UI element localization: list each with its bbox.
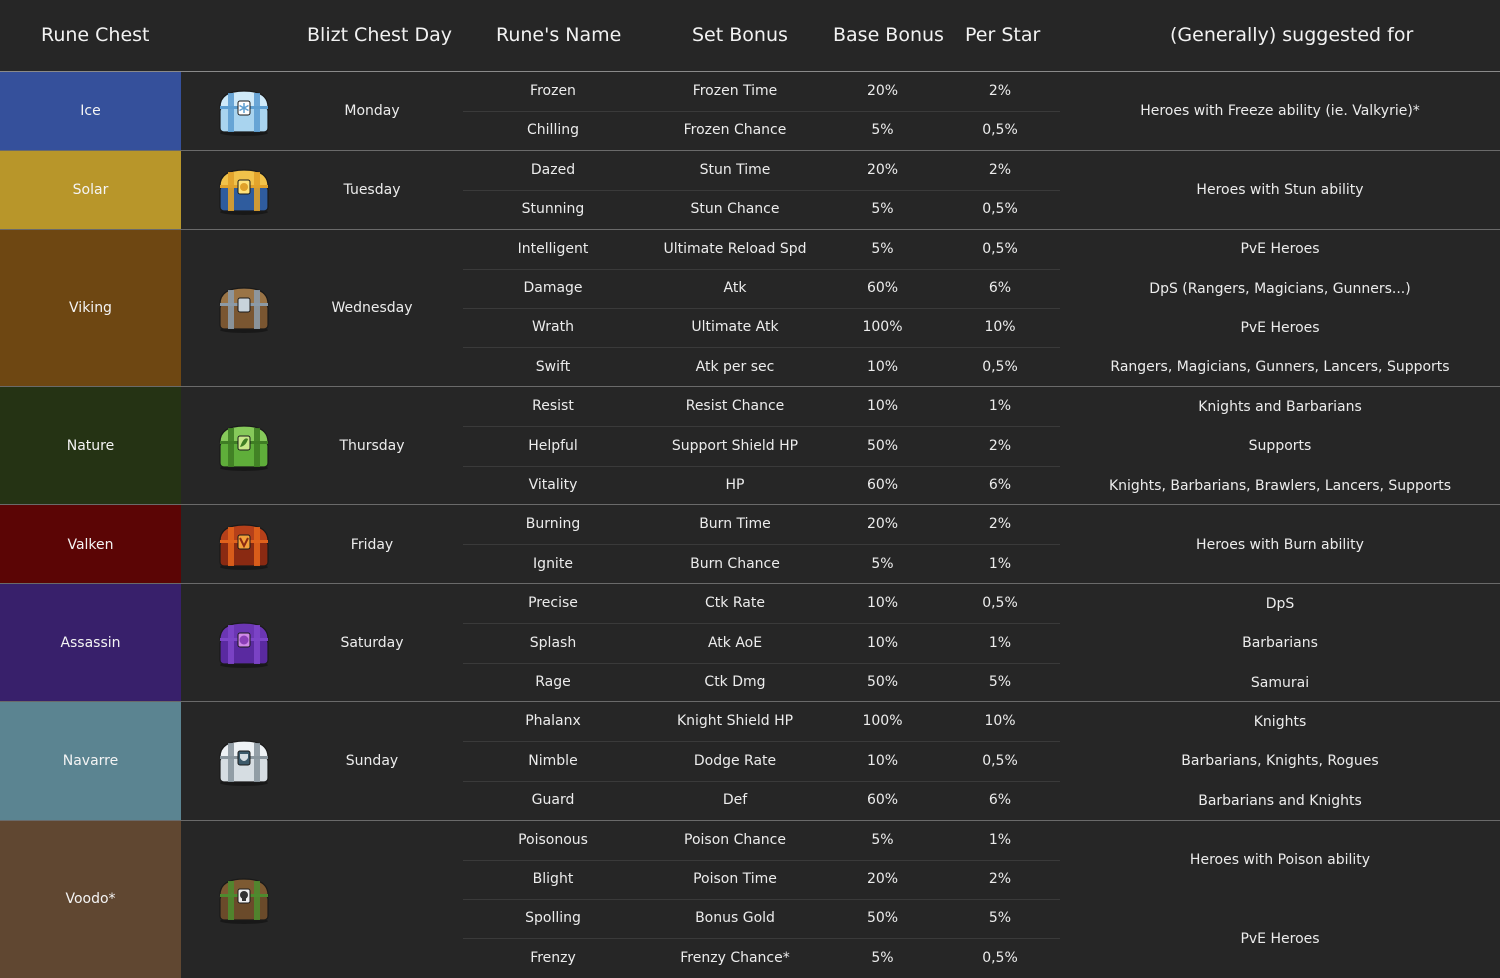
base-bonus-cell: 10% [866, 595, 899, 612]
table-row [463, 151, 1060, 191]
chest-day-label: Monday [344, 103, 400, 120]
chest-group [0, 821, 1500, 978]
navarre-chest-icon [214, 735, 274, 787]
table-row [463, 387, 1060, 427]
suggestion-label: Heroes with Poison ability [1189, 851, 1371, 868]
rune-name-cell: Guard [531, 792, 575, 809]
chest-type-cell [0, 702, 181, 820]
header-set-bonus: Set Bonus [692, 24, 788, 46]
suggestion-cell [1060, 584, 1500, 623]
set-bonus-cell: Frozen Time [692, 83, 778, 99]
nature-chest-icon [214, 420, 274, 472]
rune-name-cell: Nimble [528, 752, 578, 769]
solar-chest-icon [214, 164, 274, 216]
table-row [463, 427, 1060, 467]
rune-name-cell: Poisonous [518, 831, 588, 848]
chest-day-label: Sunday [345, 753, 399, 770]
per-star-cell: 2% [988, 437, 1012, 454]
suggestion-label: Samurai [1250, 674, 1310, 691]
chest-day-label: Saturday [340, 635, 404, 652]
suggestion-label: Barbarians and Knights [1198, 792, 1362, 809]
set-bonus-cell: Ctk Dmg [704, 673, 766, 690]
table-row [463, 230, 1060, 270]
chest-type-cell [0, 505, 181, 584]
suggestion-cell [1060, 781, 1500, 820]
chest-day-cell [307, 230, 437, 388]
chest-group [0, 387, 1500, 505]
set-bonus-cell: Def [722, 792, 748, 809]
chest-type-label: Valken [67, 536, 114, 553]
set-bonus-cell: Stun Time [699, 161, 771, 178]
table-row [463, 781, 1060, 820]
set-bonus-cell: Atk per sec [695, 358, 775, 375]
chest-day-cell [307, 387, 437, 505]
rune-name-cell: Stunning [521, 201, 585, 218]
per-star-cell: 0,5% [982, 752, 1018, 769]
suggestion-label: DpS [1265, 595, 1295, 612]
suggestion-label: Knights, Barbarians, Brawlers, Lancers, Supports [1108, 477, 1452, 494]
chest-icon-cell [181, 151, 307, 230]
base-bonus-cell: 20% [866, 516, 899, 533]
table-row [463, 111, 1060, 150]
chest-day-label: Wednesday [331, 300, 413, 317]
chest-type-cell [0, 72, 181, 151]
set-bonus-cell: Atk AoE [707, 634, 763, 651]
rune-name-cell: Chilling [527, 122, 579, 139]
per-star-cell: 0,5% [982, 358, 1018, 375]
suggestion-label: Barbarians, Knights, Rogues [1181, 753, 1379, 770]
rune-name-cell: Blight [532, 870, 574, 887]
set-bonus-cell: Ctk Rate [705, 595, 765, 612]
ice-chest-icon [214, 85, 274, 137]
per-star-cell: 10% [984, 319, 1016, 336]
rune-name-cell: Spolling [525, 910, 581, 927]
per-star-cell: 0,5% [982, 949, 1018, 966]
chest-day-label: Thursday [339, 438, 405, 455]
per-star-cell: 0,5% [982, 240, 1018, 257]
rune-name-cell: Helpful [528, 437, 578, 454]
chest-group [0, 72, 1500, 151]
suggestion-label: DpS (Rangers, Magicians, Gunners...) [1149, 280, 1411, 297]
base-bonus-cell: 100% [862, 713, 903, 730]
set-bonus-cell: Burn Chance [690, 555, 780, 572]
table-row [463, 702, 1060, 742]
chest-type-cell [0, 584, 181, 702]
chest-day-cell [307, 702, 437, 820]
header-base-bonus: Base Bonus [833, 24, 944, 46]
chest-type-cell [0, 151, 181, 230]
table-row [463, 308, 1060, 348]
table-row [463, 545, 1060, 584]
per-star-cell: 1% [988, 634, 1012, 651]
per-star-cell: 5% [988, 673, 1012, 690]
chest-type-label: Nature [66, 438, 115, 455]
base-bonus-cell: 20% [866, 83, 899, 99]
chest-type-label: Assassin [60, 635, 121, 652]
base-bonus-cell: 10% [866, 358, 899, 375]
suggestion-label: PvE Heroes [1240, 320, 1320, 337]
suggestion-cell [1060, 663, 1500, 702]
per-star-cell: 1% [988, 398, 1012, 415]
set-bonus-cell: Support Shield HP [671, 437, 799, 454]
chest-icon-cell [181, 702, 307, 820]
chest-icon-cell [181, 584, 307, 702]
set-bonus-cell: Poison Time [693, 870, 777, 887]
suggestion-cell [1060, 230, 1500, 269]
per-star-cell: 0,5% [982, 122, 1018, 139]
set-bonus-cell: Ultimate Reload Spd [663, 240, 807, 257]
suggestion-label: Barbarians [1242, 635, 1318, 652]
chest-day-cell [307, 821, 437, 978]
base-bonus-cell: 10% [866, 398, 899, 415]
suggestion-cell [1060, 308, 1500, 347]
chest-group [0, 505, 1500, 584]
rune-name-cell: Damage [523, 279, 583, 296]
base-bonus-cell: 5% [871, 555, 894, 572]
chest-type-label: Voodo* [65, 891, 116, 908]
base-bonus-cell: 50% [866, 673, 899, 690]
rune-name-cell: Resist [532, 398, 574, 415]
voodo-chest-icon [214, 873, 274, 925]
per-star-cell: 6% [988, 279, 1012, 296]
chest-day-label: Friday [350, 536, 394, 553]
suggestion-label: Heroes with Burn ability [1196, 536, 1364, 553]
table-row [463, 190, 1060, 229]
base-bonus-cell: 5% [871, 240, 894, 257]
per-star-cell: 5% [988, 910, 1012, 927]
per-star-cell: 2% [988, 83, 1012, 99]
table-row [463, 269, 1060, 309]
chest-icon-cell [181, 505, 307, 584]
base-bonus-cell: 60% [866, 279, 899, 296]
header-suggested: (Generally) suggested for [1170, 24, 1414, 46]
rune-name-cell: Wrath [532, 319, 574, 336]
rune-name-cell: Rage [535, 673, 571, 690]
chest-type-cell [0, 230, 181, 388]
base-bonus-cell: 60% [866, 476, 899, 493]
suggestion-label: Supports [1248, 438, 1312, 455]
per-star-cell: 1% [988, 831, 1012, 848]
chest-icon-cell [181, 72, 307, 151]
chest-type-label: Navarre [62, 753, 119, 770]
chest-type-label: Solar [72, 182, 109, 199]
suggestion-cell [1060, 348, 1500, 387]
valken-chest-icon [214, 519, 274, 571]
suggestion-cell [1060, 505, 1500, 584]
rune-name-cell: Swift [535, 358, 571, 375]
table-row [463, 860, 1060, 900]
suggestion-cell [1060, 151, 1500, 230]
table-row [463, 624, 1060, 664]
table-row [463, 72, 1060, 112]
per-star-cell: 0,5% [982, 595, 1018, 612]
chest-group [0, 702, 1500, 820]
rune-name-cell: Splash [529, 634, 577, 651]
table-row [463, 663, 1060, 702]
chest-group [0, 230, 1500, 388]
table-row [463, 505, 1060, 545]
chest-icon-cell [181, 230, 307, 388]
suggestion-label: PvE Heroes [1240, 930, 1320, 947]
table-row [463, 584, 1060, 624]
header-per-star: Per Star [965, 24, 1041, 46]
chest-group [0, 151, 1500, 230]
viking-chest-icon [214, 282, 274, 334]
chest-type-label: Ice [80, 103, 101, 120]
suggestion-cell [1060, 427, 1500, 466]
set-bonus-cell: Frozen Chance [683, 122, 787, 139]
base-bonus-cell: 5% [871, 831, 894, 848]
chest-group [0, 584, 1500, 702]
set-bonus-cell: Burn Time [699, 516, 771, 533]
table-row [463, 821, 1060, 861]
base-bonus-cell: 5% [871, 122, 894, 139]
chest-type-label: Viking [69, 300, 112, 317]
set-bonus-cell: Dodge Rate [693, 752, 777, 769]
set-bonus-cell: Frenzy Chance* [680, 949, 790, 966]
set-bonus-cell: Stun Chance [690, 201, 780, 218]
chest-day-cell [307, 584, 437, 702]
set-bonus-cell: Atk [723, 279, 747, 296]
rune-name-cell: Precise [528, 595, 578, 612]
suggestion-label: Heroes with Stun ability [1196, 182, 1364, 199]
table-row [463, 466, 1060, 505]
set-bonus-cell: Resist Chance [685, 398, 785, 415]
rune-name-cell: Frozen [530, 83, 576, 99]
suggestion-cell [1060, 702, 1500, 741]
header-rune-chest: Rune Chest [41, 24, 150, 46]
rune-name-cell: Dazed [530, 161, 576, 178]
rune-name-cell: Phalanx [525, 713, 581, 730]
per-star-cell: 2% [988, 161, 1012, 178]
base-bonus-cell: 5% [871, 949, 894, 966]
rune-name-cell: Frenzy [530, 949, 576, 966]
base-bonus-cell: 20% [866, 870, 899, 887]
per-star-cell: 0,5% [982, 201, 1018, 218]
set-bonus-cell: HP [725, 476, 745, 493]
suggestion-cell [1060, 387, 1500, 426]
per-star-cell: 6% [988, 792, 1012, 809]
per-star-cell: 2% [988, 870, 1012, 887]
base-bonus-cell: 60% [866, 792, 899, 809]
set-bonus-cell: Knight Shield HP [676, 713, 794, 730]
suggestion-label: Knights and Barbarians [1198, 398, 1362, 415]
base-bonus-cell: 50% [866, 437, 899, 454]
per-star-cell: 1% [988, 555, 1012, 572]
suggestion-cell [1060, 742, 1500, 781]
per-star-cell: 2% [988, 516, 1012, 533]
set-bonus-cell: Ultimate Atk [691, 319, 779, 336]
table-row [463, 939, 1060, 978]
suggestion-label: Rangers, Magicians, Gunners, Lancers, Supports [1110, 359, 1450, 376]
base-bonus-cell: 10% [866, 634, 899, 651]
chest-day-cell [307, 505, 437, 584]
chest-type-cell [0, 821, 181, 978]
base-bonus-cell: 20% [866, 161, 899, 178]
chest-day-cell [307, 151, 437, 230]
table-row [463, 348, 1060, 387]
set-bonus-cell: Poison Chance [684, 831, 786, 848]
suggestion-cell [1060, 899, 1500, 978]
rune-name-cell: Intelligent [517, 240, 589, 257]
table-row [463, 899, 1060, 939]
base-bonus-cell: 50% [866, 910, 899, 927]
set-bonus-cell: Bonus Gold [695, 910, 775, 927]
header-day: Blizt Chest Day [307, 24, 452, 46]
chest-icon-cell [181, 821, 307, 978]
suggestion-cell [1060, 72, 1500, 151]
rune-name-cell: Vitality [528, 476, 578, 493]
rune-name-cell: Burning [525, 516, 581, 533]
rune-name-cell: Ignite [533, 555, 573, 572]
suggestion-cell [1060, 821, 1500, 900]
base-bonus-cell: 5% [871, 201, 894, 218]
suggestion-label: Heroes with Freeze ability (ie. Valkyrie)* [1140, 103, 1420, 120]
chest-type-cell [0, 387, 181, 505]
per-star-cell: 6% [988, 476, 1012, 493]
chest-icon-cell [181, 387, 307, 505]
base-bonus-cell: 100% [862, 319, 903, 336]
suggestion-cell [1060, 624, 1500, 663]
suggestion-label: PvE Heroes [1240, 241, 1320, 258]
chest-day-label: Tuesday [343, 182, 401, 199]
header-rune-name: Rune's Name [496, 24, 622, 46]
table-row [463, 742, 1060, 782]
assassin-chest-icon [214, 617, 274, 669]
base-bonus-cell: 10% [866, 752, 899, 769]
suggestion-cell [1060, 269, 1500, 308]
suggestion-label: Knights [1253, 714, 1307, 731]
suggestion-cell [1060, 466, 1500, 505]
table-header [0, 0, 1500, 71]
per-star-cell: 10% [984, 713, 1016, 730]
chest-day-cell [307, 72, 437, 151]
